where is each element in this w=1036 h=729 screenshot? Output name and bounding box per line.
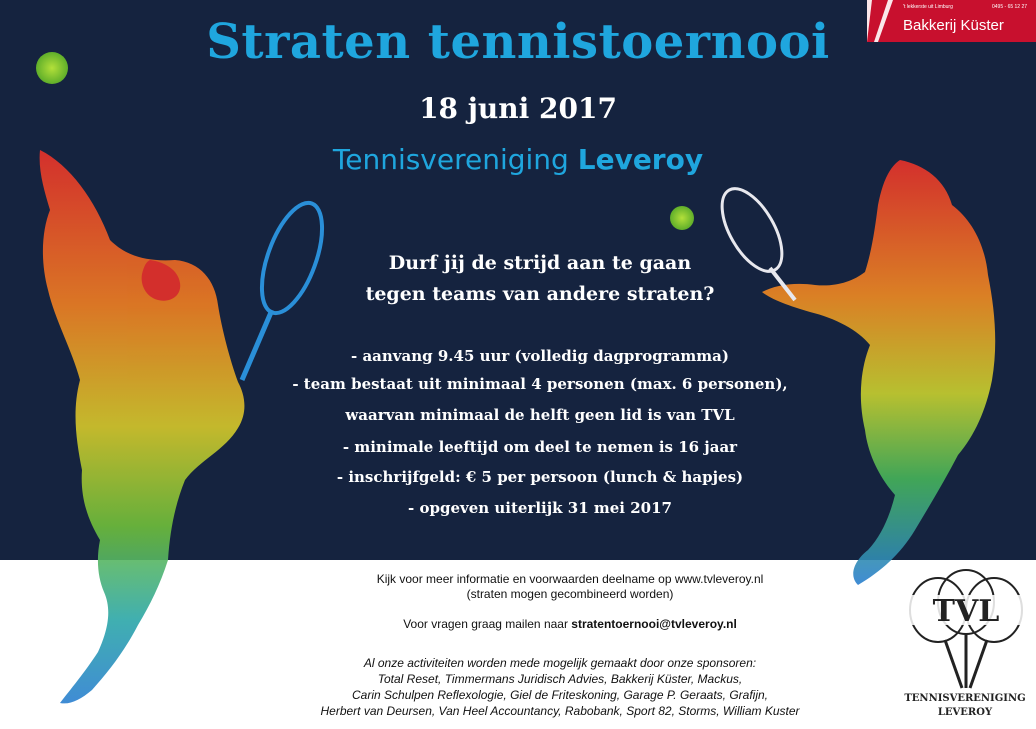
detail-line: - opgeven uiterlijk 31 mei 2017	[408, 499, 672, 517]
left-player-silhouette	[40, 150, 245, 703]
right-racket	[710, 179, 795, 300]
sponsors-line: Herbert van Deursen, Van Heel Accountancy, Rabobank, Sport 82, Storms, William Kuster	[320, 704, 800, 718]
event-date: 18 juni 2017	[419, 92, 617, 125]
detail-line: waarvan minimaal de helft geen lid is van TVL	[345, 406, 735, 424]
tvl-logo-line-2: LEVEROY	[937, 707, 993, 718]
club-prefix: Tennisvereniging	[332, 143, 569, 176]
detail-line: - inschrijfgeld: € 5 per persoon (lunch & hapjes)	[336, 468, 744, 486]
poster-title: Straten tennistoernooi	[206, 14, 830, 70]
mail-line	[260, 617, 880, 631]
tvl-logo-line-1: TENNISVERENIGING	[904, 693, 1026, 704]
mail-address[interactable]: stratentoernooi@tvleveroy.nl	[571, 617, 737, 631]
detail-line: - aanvang 9.45 uur (volledig dagprogramma)	[351, 347, 729, 365]
right-player-silhouette	[762, 160, 995, 585]
question-line-1: Durf jij de strijd aan te gaan	[388, 252, 692, 274]
bakery-phone: 0495 - 65 12 27	[992, 4, 1028, 10]
question-line-2: tegen teams van andere straten?	[365, 283, 715, 305]
sponsors-intro: Al onze activiteiten worden mede mogelijk gemaakt door onze sponsoren:	[363, 656, 757, 670]
club-name-strong: Leveroy	[577, 143, 704, 176]
mail-prefix: Voor vragen graag mailen naar	[403, 617, 572, 631]
club-name	[0, 143, 1036, 176]
bakery-tagline: 't lekkerste uit Limburg	[903, 4, 953, 10]
bakery-name: Bakkerij Küster	[903, 17, 1004, 34]
info-line-2: (straten mogen gecombineerd worden)	[466, 587, 674, 601]
sponsors-line: Carin Schulpen Reflexologie, Giel de Friteskoning, Garage P. Geraats, Grafijn,	[352, 688, 768, 702]
tvl-logo-letters: TVL	[932, 594, 1000, 629]
tennis-ball-right-icon	[670, 206, 694, 230]
info-line-1: Kijk voor meer informatie en voorwaarden deelname op www.tvleveroy.nl	[376, 572, 764, 586]
detail-line: - minimale leeftijd om deel te nemen is 16 jaar	[342, 438, 738, 456]
tvl-logo-graphic	[908, 570, 1024, 688]
detail-line: - team bestaat uit minimaal 4 personen (max. 6 personen),	[292, 375, 788, 393]
sponsors-line: Total Reset, Timmermans Juridisch Advies, Bakkerij Küster, Mackus,	[377, 672, 743, 686]
